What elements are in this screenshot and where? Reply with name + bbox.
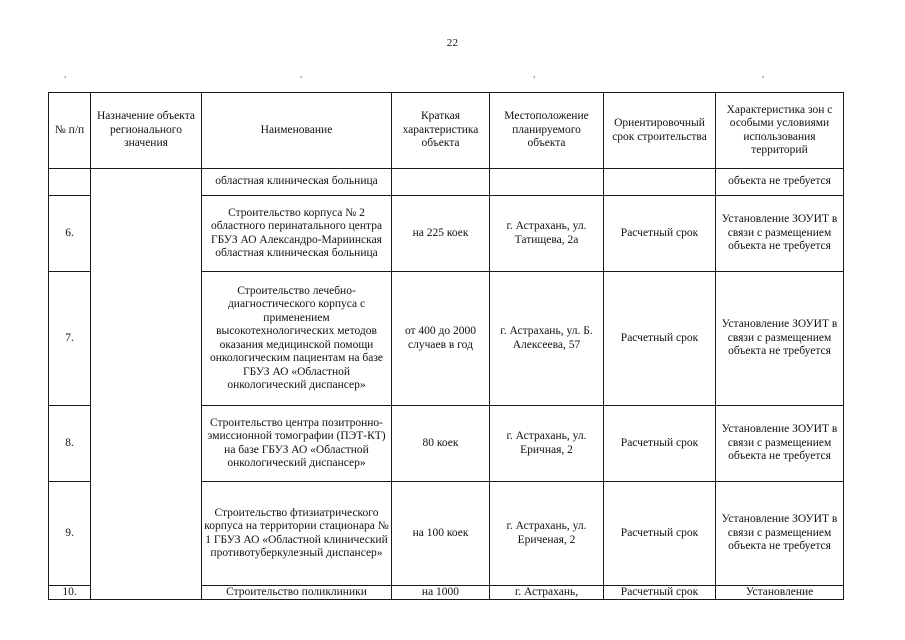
table-header-row xyxy=(49,93,844,169)
cell-zones: Установление xyxy=(716,586,844,600)
table-row-continuation xyxy=(49,169,844,196)
cell-zones: объекта не требуется xyxy=(716,169,844,196)
cell-characteristic: на 225 коек xyxy=(392,196,490,272)
cell-name: Строительство поликлиники xyxy=(202,586,392,600)
cell-zones: Установление ЗОУИТ в связи с размещением объекта не требуется xyxy=(716,272,844,406)
scan-mark: , xyxy=(300,69,303,80)
header-characteristic: Краткая характеристика объекта xyxy=(392,93,490,169)
cell-number: 10. xyxy=(49,586,91,600)
cell-location: г. Астрахань, ул. Ериченая, 2 xyxy=(490,482,604,586)
cell-term: Расчетный срок xyxy=(604,586,716,600)
cell-term: Расчетный срок xyxy=(604,272,716,406)
header-location: Местоположение планируемого объекта xyxy=(490,93,604,169)
cell-location: г. Астрахань, xyxy=(490,586,604,600)
scan-mark: , xyxy=(762,69,765,80)
header-purpose: Назначение объекта регионального значения xyxy=(91,93,202,169)
cell-location xyxy=(490,169,604,196)
cell-term xyxy=(604,169,716,196)
cell-location: г. Астрахань, ул. Б. Алексеева, 57 xyxy=(490,272,604,406)
cell-name: Строительство лечебно-диагностического корпуса с применением высокотехнологических методов оказания медицинской помощи онкологическим пациентам на базе ГБУЗ АО «Областной онкологический диспансер» xyxy=(202,272,392,406)
cell-name: Строительство центра позитронно-эмиссионной томографии (ПЭТ-КТ) на базе ГБУЗ АО «Областной онкологический диспансер» xyxy=(202,406,392,482)
cell-characteristic xyxy=(392,169,490,196)
scan-mark: , xyxy=(64,69,67,80)
cell-number: 8. xyxy=(49,406,91,482)
scan-mark: , xyxy=(533,69,536,80)
cell-term: Расчетный срок xyxy=(604,196,716,272)
cell-number: 9. xyxy=(49,482,91,586)
cell-term: Расчетный срок xyxy=(604,482,716,586)
cell-number: 6. xyxy=(49,196,91,272)
cell-name: Строительство фтизиатрического корпуса на территории стационара № 1 ГБУЗ АО «Областной клинический противотуберкулезный диспансер» xyxy=(202,482,392,586)
cell-name: областная клиническая больница xyxy=(202,169,392,196)
cell-zones: Установление ЗОУИТ в связи с размещением объекта не требуется xyxy=(716,196,844,272)
cell-location: г. Астрахань, ул. Еричная, 2 xyxy=(490,406,604,482)
cell-characteristic: 80 коек xyxy=(392,406,490,482)
cell-characteristic: на 1000 xyxy=(392,586,490,600)
header-number: № п/п xyxy=(49,93,91,169)
cell-characteristic: на 100 коек xyxy=(392,482,490,586)
header-term: Ориентировочный срок строительства xyxy=(604,93,716,169)
objects-table xyxy=(48,92,844,600)
cell-location: г. Астрахань, ул. Татищева, 2а xyxy=(490,196,604,272)
cell-number: 7. xyxy=(49,272,91,406)
header-zones: Характеристика зон с особыми условиями использования территорий xyxy=(716,93,844,169)
cell-name: Строительство корпуса № 2 областного перинатального центра ГБУЗ АО Александро-Мариинская областная клиническая больница xyxy=(202,196,392,272)
cell-zones: Установление ЗОУИТ в связи с размещением объекта не требуется xyxy=(716,406,844,482)
cell-number xyxy=(49,169,91,196)
cell-characteristic: от 400 до 2000 случаев в год xyxy=(392,272,490,406)
cell-zones: Установление ЗОУИТ в связи с размещением объекта не требуется xyxy=(716,482,844,586)
page-number: 22 xyxy=(446,37,459,49)
cell-purpose-merged xyxy=(91,169,202,600)
header-name: Наименование xyxy=(202,93,392,169)
cell-term: Расчетный срок xyxy=(604,406,716,482)
